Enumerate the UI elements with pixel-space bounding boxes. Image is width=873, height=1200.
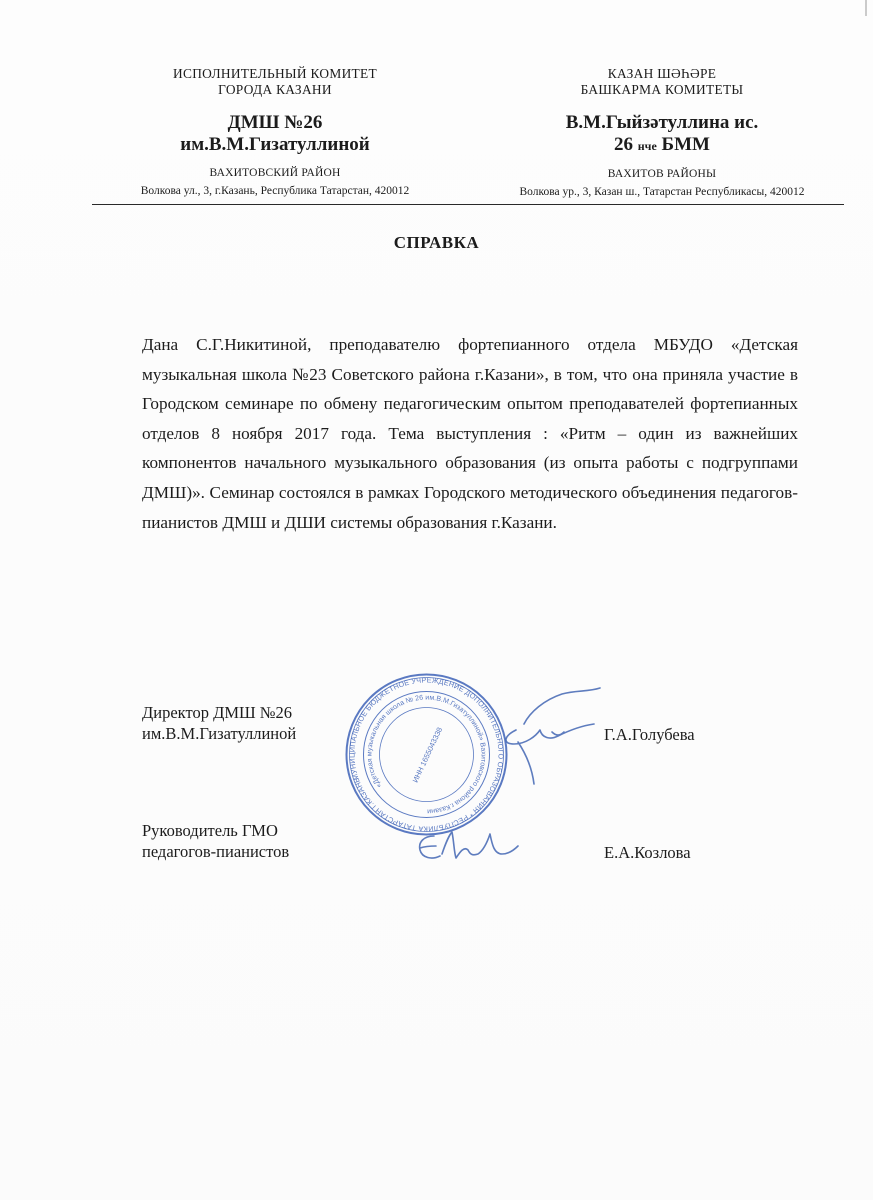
letterhead-right-school-ordinal: нче [637,139,657,153]
letterhead-right-school-line2 [492,134,832,157]
official-round-stamp [344,672,509,837]
letterhead-left-school-line1: ДМШ №26 [227,112,323,133]
letterhead-right-authority-line1: КАЗАН ШӘҺӘРЕ [607,66,717,81]
stamp-center-text: ИНН 1655043338 [410,725,445,785]
letterhead-left-authority [110,66,440,98]
letterhead-left-authority-line1: ИСПОЛНИТЕЛЬНЫЙ КОМИТЕТ [173,66,377,81]
director-handwritten-signature [496,684,606,788]
document-title: СПРАВКА [393,233,480,252]
head-title-line2: педагогов-пианистов [142,842,290,861]
letterhead-right-authority [492,66,832,98]
head-name: Е.А.Козлова [604,843,691,862]
letterhead-left [110,66,440,198]
director-title-line1: Директор ДМШ №26 [142,703,293,722]
scan-edge-mark [855,0,867,16]
stamp-outer-text: МУНИЦИПАЛЬНОЕ БЮДЖЕТНОЕ УЧРЕЖДЕНИЕ ДОПОЛНИТЕЛЬНОГО ОБРАЗОВАНИЯ * РЕСПУБЛИКА ТАТАРСТАН Г.КАЗАНЬ [347,675,506,834]
director-title [142,702,296,744]
document-body: Дана С.Г.Никитиной, преподавателю фортепианного отдела МБУДО «Детская музыкальная школа №23 Советского района г.Казани», в том, что она приняла участие в Городском семинаре по обмену педагогическим опытом преподавателей фортепианных отделов 8 ноября 2017 года. Тема выступления : «Ритм – один из важнейших компонентов начального музыкального образования (из опыта работы с подгруппами ДМШ)». Семинар состоялся в рамках Городского методического объединения педагогов-пианистов ДМШ и ДШИ системы образования г.Казани. [142,335,798,532]
letterhead-left-district: ВАХИТОВСКИЙ РАЙОН [209,167,341,179]
letterhead-right-authority-line2: БАШКАРМА КОМИТЕТЫ [580,82,744,97]
letterhead-right [492,66,832,199]
head-title [142,820,289,862]
letterhead-right-school [492,112,832,157]
letterhead-right-address: Волкова ур., 3, Казан ш., Татарстан Республикасы, 420012 [519,186,805,198]
head-title-line1: Руководитель ГМО [142,821,278,840]
letterhead-left-school-line2: им.В.М.Гизатуллиной [180,134,370,155]
letterhead-right-school-abbr: БММ [661,134,710,155]
letterhead-left-authority-line2: ГОРОДА КАЗАНИ [218,82,332,97]
director-name: Г.А.Голубева [604,725,695,744]
letterhead-right-school-line1: В.М.Гыйзәтуллина ис. [565,112,759,133]
letterhead-divider [92,204,844,205]
director-title-line2: им.В.М.Гизатуллиной [142,724,297,743]
letterhead-right-district: ВАХИТОВ РАЙОНЫ [607,168,717,180]
letterhead-left-address: Волкова ул., 3, г.Казань, Республика Татарстан, 420012 [140,185,410,197]
letterhead-left-school [110,112,440,156]
stamp-inner-text: «Детская музыкальная школа № 26 им.В.М.Гизатуллиной» Вахитовского района г.Казани [366,694,487,815]
head-handwritten-signature [412,828,522,866]
letterhead-right-school-number: 26 [614,134,634,155]
